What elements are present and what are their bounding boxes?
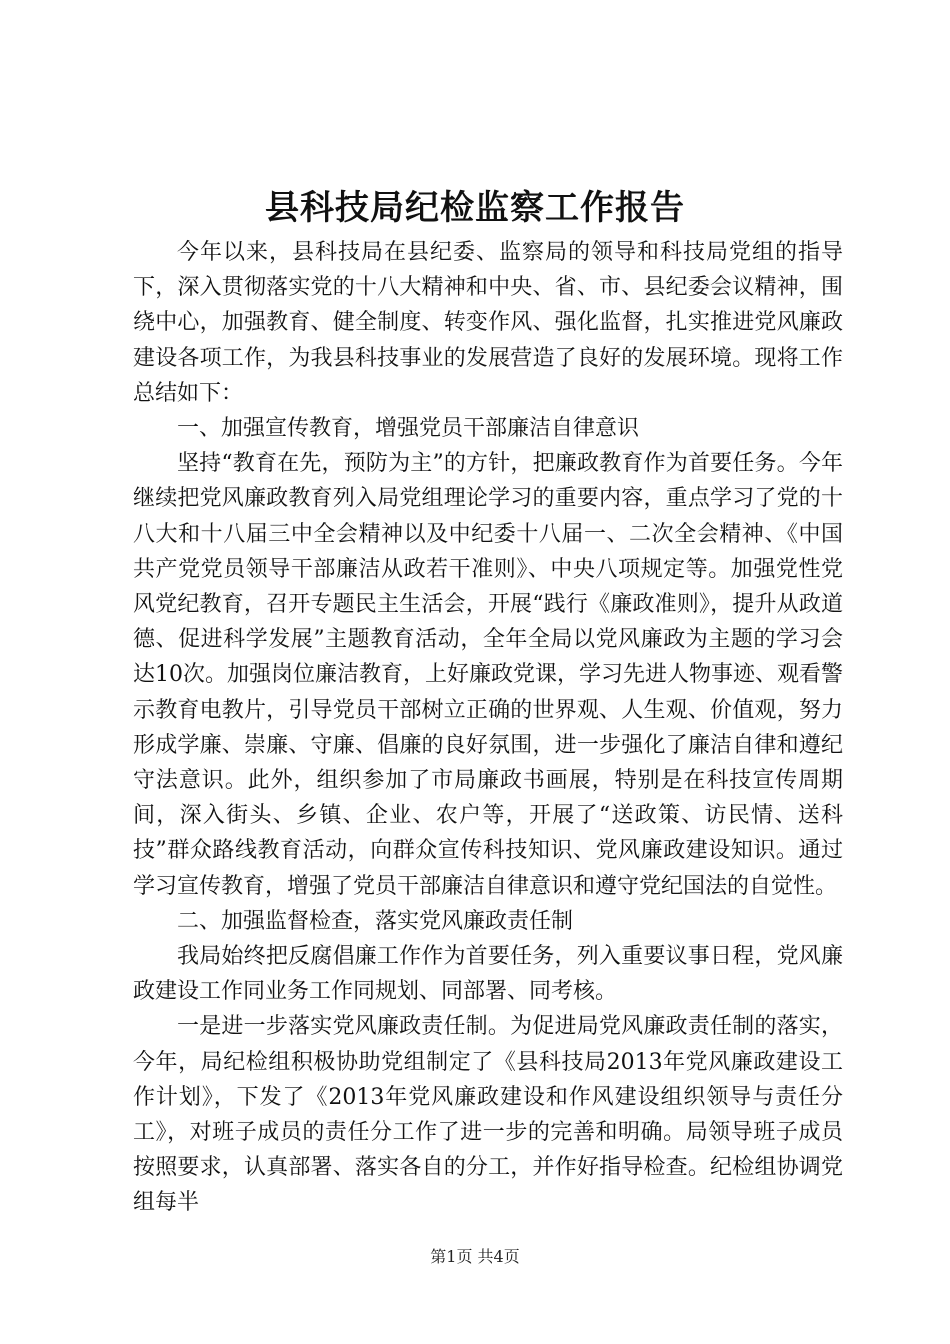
- section-heading-2: 二、加强监督检查，落实党风廉政责任制: [177, 908, 574, 934]
- paragraph-section-1: 坚持“教育在先，预防为主”的方针，把廉政教育作为首要任务。今年继续把党风廉政教育列入局党组理论学习的重要内容，重点学习了党的十八大和十八届三中全会精神以及中纪委十八届一、二次全会精神、《中国共产党党员领导干部廉洁从政若干准则》、中央八项规定等。加强党性党风党纪教育，召开专题民主生活会，开展“践行《廉政准则》，提升从政道德、促进科学发展”主题教育活动，全年全局以党风廉政为主题的学习会达10次。加强岗位廉洁教育，上好廉政党课，学习先进人物事迹、观看警示教育电教片，引导党员干部树立正确的世界观、人生观、价值观，努力形成学廉、崇廉、守廉、倡廉的良好氛围，进一步强化了廉洁自律和遵纪守法意识。此外，组织参加了市局廉政书画展，特别是在科技宣传周期间，深入街头、乡镇、企业、农户等，开展了“送政策、访民情、送科技”群众路线教育活动，向群众宣传科技知识、党风廉政建设知识。通过学习宣传教育，增强了党员干部廉洁自律意识和遵守党纪国法的自觉性。: [133, 451, 843, 899]
- page-number-footer: 第1页 共4页: [430, 1247, 520, 1266]
- document-body: [133, 235, 843, 1221]
- paragraph-intro: 今年以来，县科技局在县纪委、监察局的领导和科技局党组的指导下，深入贯彻落实党的十八大精神和中央、省、市、县纪委会议精神，围绕中心，加强教育、健全制度、转变作风、强化监督，扎实推进党风廉政建设各项工作，为我县科技事业的发展营造了良好的发展环境。现将工作总结如下：: [133, 240, 843, 406]
- document-title: 县科技局纪检监察工作报告: [265, 188, 685, 228]
- paragraph-section-2-intro: 我局始终把反腐倡廉工作作为首要任务，列入重要议事日程，党风廉政建设工作同业务工作同规划、同部署、同考核。: [133, 944, 843, 1005]
- section-heading-1: 一、加强宣传教育，增强党员干部廉洁自律意识: [177, 416, 640, 442]
- paragraph-section-2-item-1: 一是进一步落实党风廉政责任制。为促进局党风廉政责任制的落实，今年，局纪检组积极协助党组制定了《县科技局2013年党风廉政建设工作计划》，下发了《2013年党风廉政建设和作风建设组织领导与责任分工》，对班子成员的责任分工作了进一步的完善和明确。局领导班子成员按照要求，认真部署、落实各自的分工，并作好指导检查。纪检组协调党组每半: [133, 1014, 843, 1216]
